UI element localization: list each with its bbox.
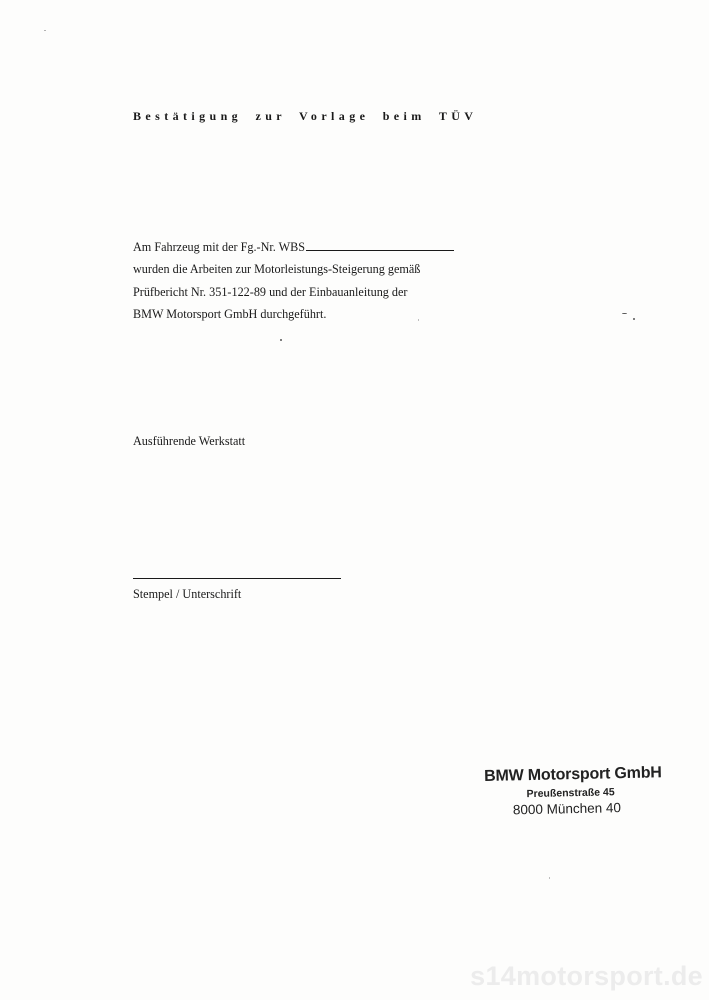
body-line-vin [133,239,454,254]
company-stamp [484,764,695,818]
body-line-2: wurden die Arbeiten zur Motorleistungs-Steigerung gemäß [133,262,421,276]
vin-fill-line [306,239,454,251]
watermark: s14motorsport.de [470,961,703,991]
scan-speck [622,313,627,314]
scan-speck [549,877,550,879]
workshop-label: Ausführende Werkstatt [133,434,246,448]
document-heading: Bestätigung zur Vorlage beim TÜV [133,109,478,123]
scan-speck [633,318,635,320]
scan-speck [418,319,419,321]
stamp-company: BMW Motorsport GmbH [484,764,662,785]
signature-line [133,578,341,579]
scan-speck [280,339,282,341]
scan-speck [44,30,46,31]
vin-label: Am Fahrzeug mit der Fg.-Nr. WBS [133,240,306,254]
stamp-street: Preußenstraße 45 [526,786,615,801]
body-line-3: Prüfbericht Nr. 351-122-89 und der Einbauanleitung der [133,285,408,299]
body-line-4: BMW Motorsport GmbH durchgeführt. [133,307,327,321]
stamp-city: 8000 München 40 [512,800,622,818]
signature-caption: Stempel / Unterschrift [133,587,242,601]
